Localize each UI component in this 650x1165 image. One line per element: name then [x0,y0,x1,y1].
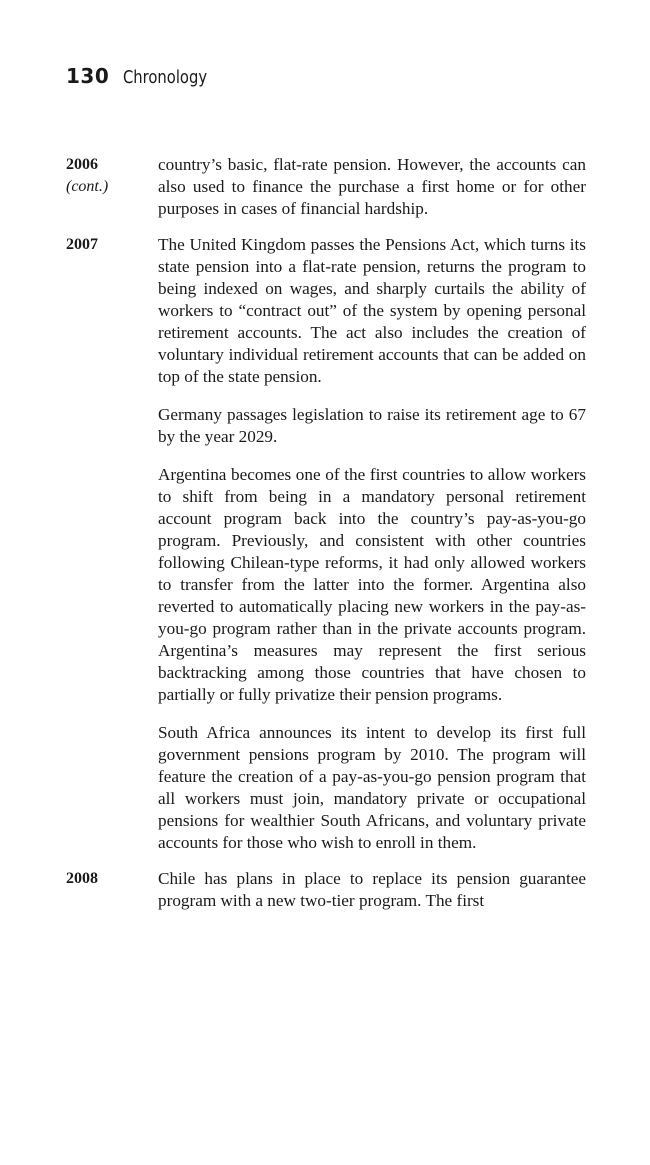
entry-paragraph: The United Kingdom passes the Pensions Act, which turns its state pension into a flat-rate pension, returns the program to being indexed on wages, and sharply curtails the ability of workers to “contract out” of the system by opening personal retirement accounts. The act also includes the creation of voluntary individual retirement accounts that can be added on top of the state pension. [158,235,586,386]
entry-paragraph: South Africa announces its intent to develop its first full government pensions program by 2010. The program will feature the creation of a pay-as-you-go pension program that all workers must join, mandatory private or occupational pensions for wealthier South Africans, and voluntary private accounts for those who wish to enroll in them. [158,723,586,852]
entry-paragraph: country’s basic, flat-rate pension. However, the accounts can also used to finance the purchase a first home or for other purposes in cases of financial hardship. [158,155,586,218]
entry-year: 2008 [66,870,98,887]
entry-paragraph: Chile has plans in place to replace its pension guarantee program with a new two-tier program. The first [158,869,586,910]
page-number: 130 [66,64,110,88]
continuation-note: (cont.) [66,178,109,195]
running-head: Chronology [123,67,208,88]
year-column [66,234,158,854]
year-column [66,154,158,220]
year-column [66,868,158,912]
entry-2007 [66,234,586,854]
chronology-entries [66,154,586,926]
entry-paragraph: Argentina becomes one of the first countries to allow workers to shift from being in a mandatory personal retirement account program back into the country’s pay-as-you-go program. Previously, and consistent with other countries following Chilean-type reforms, it had only allowed workers to transfer from the latter into the former. Argentina also reverted to automatically placing new workers in the pay-as-you-go program rather than in the private accounts program. Argentina’s measures may represent the first serious backtracking among those countries that have chosen to partially or fully privatize their pension programs. [158,465,586,704]
entry-year: 2006 [66,156,98,173]
entry-text [158,154,586,220]
entry-year: 2007 [66,236,98,253]
entry-paragraph: Germany passages legislation to raise its retirement age to 67 by the year 2029. [158,405,586,446]
entry-text [158,868,586,912]
entry-2008 [66,868,586,912]
entry-text [158,234,586,854]
entry-2006 [66,154,586,220]
page-header [66,64,226,88]
